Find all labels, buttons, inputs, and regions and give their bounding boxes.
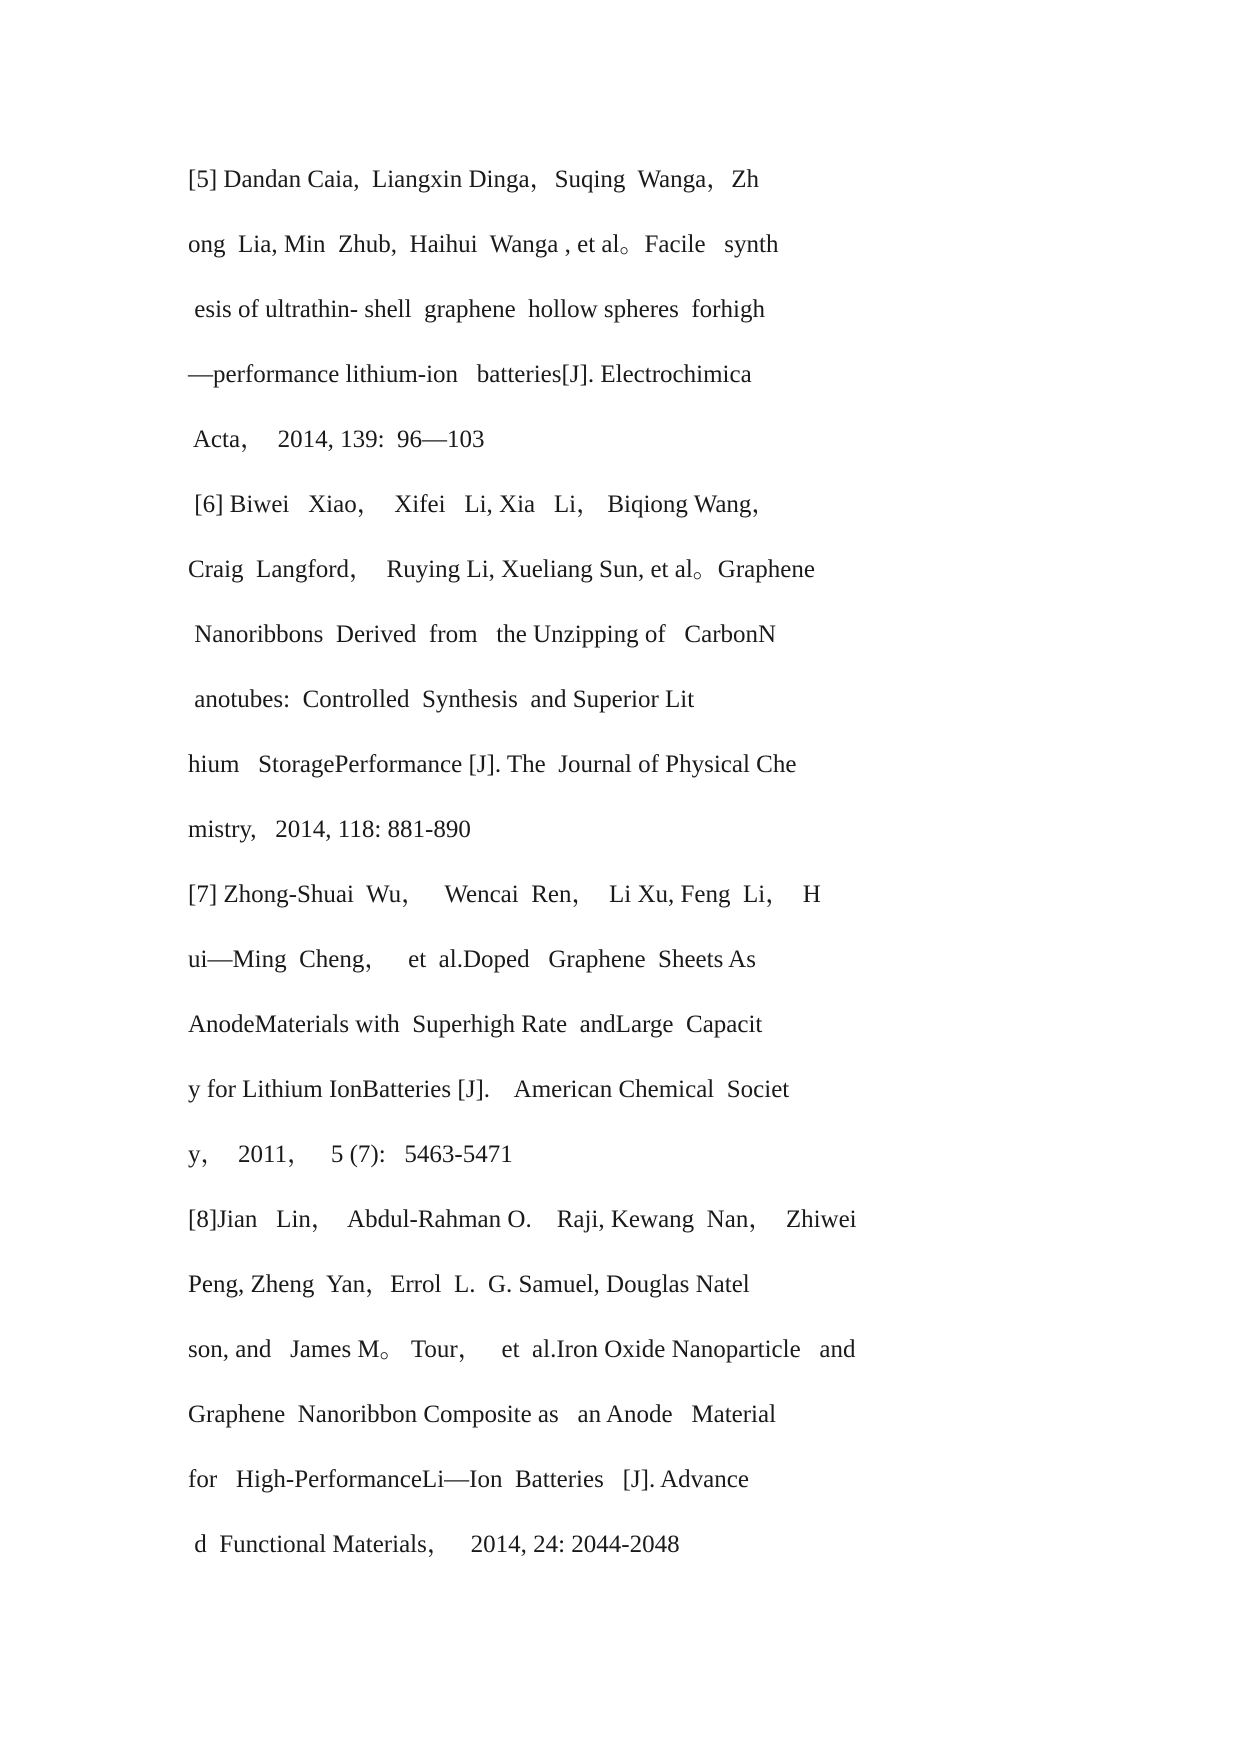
reference-line: y for Lithium IonBatteries [J]. American Chemical Societ [188, 1076, 790, 1103]
reference-line: mistry, 2014, 118: 881-890 [188, 816, 471, 843]
reference-entry-6 [188, 483, 1088, 873]
reference-line: d Functional Materials， 2014, 24: 2044-2048 [188, 1531, 680, 1558]
reference-line: ui—Ming Cheng， et al.Doped Graphene Sheets As [188, 946, 756, 973]
reference-line: anotubes: Controlled Synthesis and Superior Lit [188, 686, 695, 713]
reference-line: Nanoribbons Derived from the Unzipping of CarbonN [188, 621, 777, 648]
reference-entry-5 [188, 158, 1088, 483]
reference-line: AnodeMaterials with Superhigh Rate andLarge Capacit [188, 1011, 763, 1038]
reference-line: [7] Zhong-Shuai Wu， Wencai Ren， Li Xu, Feng Li， H [188, 881, 821, 908]
reference-line: hium StoragePerformance [J]. The Journal of Physical Che [188, 751, 797, 778]
reference-line: son, and James M。 Tour， et al.Iron Oxide Nanoparticle and [188, 1336, 856, 1363]
reference-line: Craig Langford， Ruying Li, Xueliang Sun, et al。Graphene [188, 556, 815, 583]
reference-line: for High-PerformanceLi—Ion Batteries [J]. Advance [188, 1466, 749, 1493]
reference-line: [6] Biwei Xiao， Xifei Li, Xia Li， Biqiong Wang， [188, 491, 777, 518]
reference-line: y， 2011， 5 (7): 5463-5471 [188, 1141, 513, 1168]
reference-line: esis of ultrathin- shell graphene hollow spheres forhigh [188, 296, 765, 323]
reference-line: Graphene Nanoribbon Composite as an Anode Material [188, 1401, 777, 1428]
reference-line: ong Lia, Min Zhub, Haihui Wanga , et al。Facile synth [188, 231, 779, 258]
reference-line: [5] Dandan Caia, Liangxin Dinga，Suqing Wanga，Zh [188, 166, 760, 193]
reference-line: Acta， 2014, 139: 96—103 [188, 426, 485, 453]
reference-entry-8 [188, 1198, 1088, 1588]
reference-entry-7 [188, 873, 1088, 1198]
reference-line: [8]Jian Lin， Abdul-Rahman O. Raji, Kewang Nan， Zhiwei [188, 1206, 857, 1233]
reference-list [188, 158, 1088, 1588]
reference-line: —performance lithium-ion batteries[J]. Electrochimica [188, 361, 752, 388]
reference-line: Peng, Zheng Yan，Errol L. G. Samuel, Douglas Natel [188, 1271, 750, 1298]
